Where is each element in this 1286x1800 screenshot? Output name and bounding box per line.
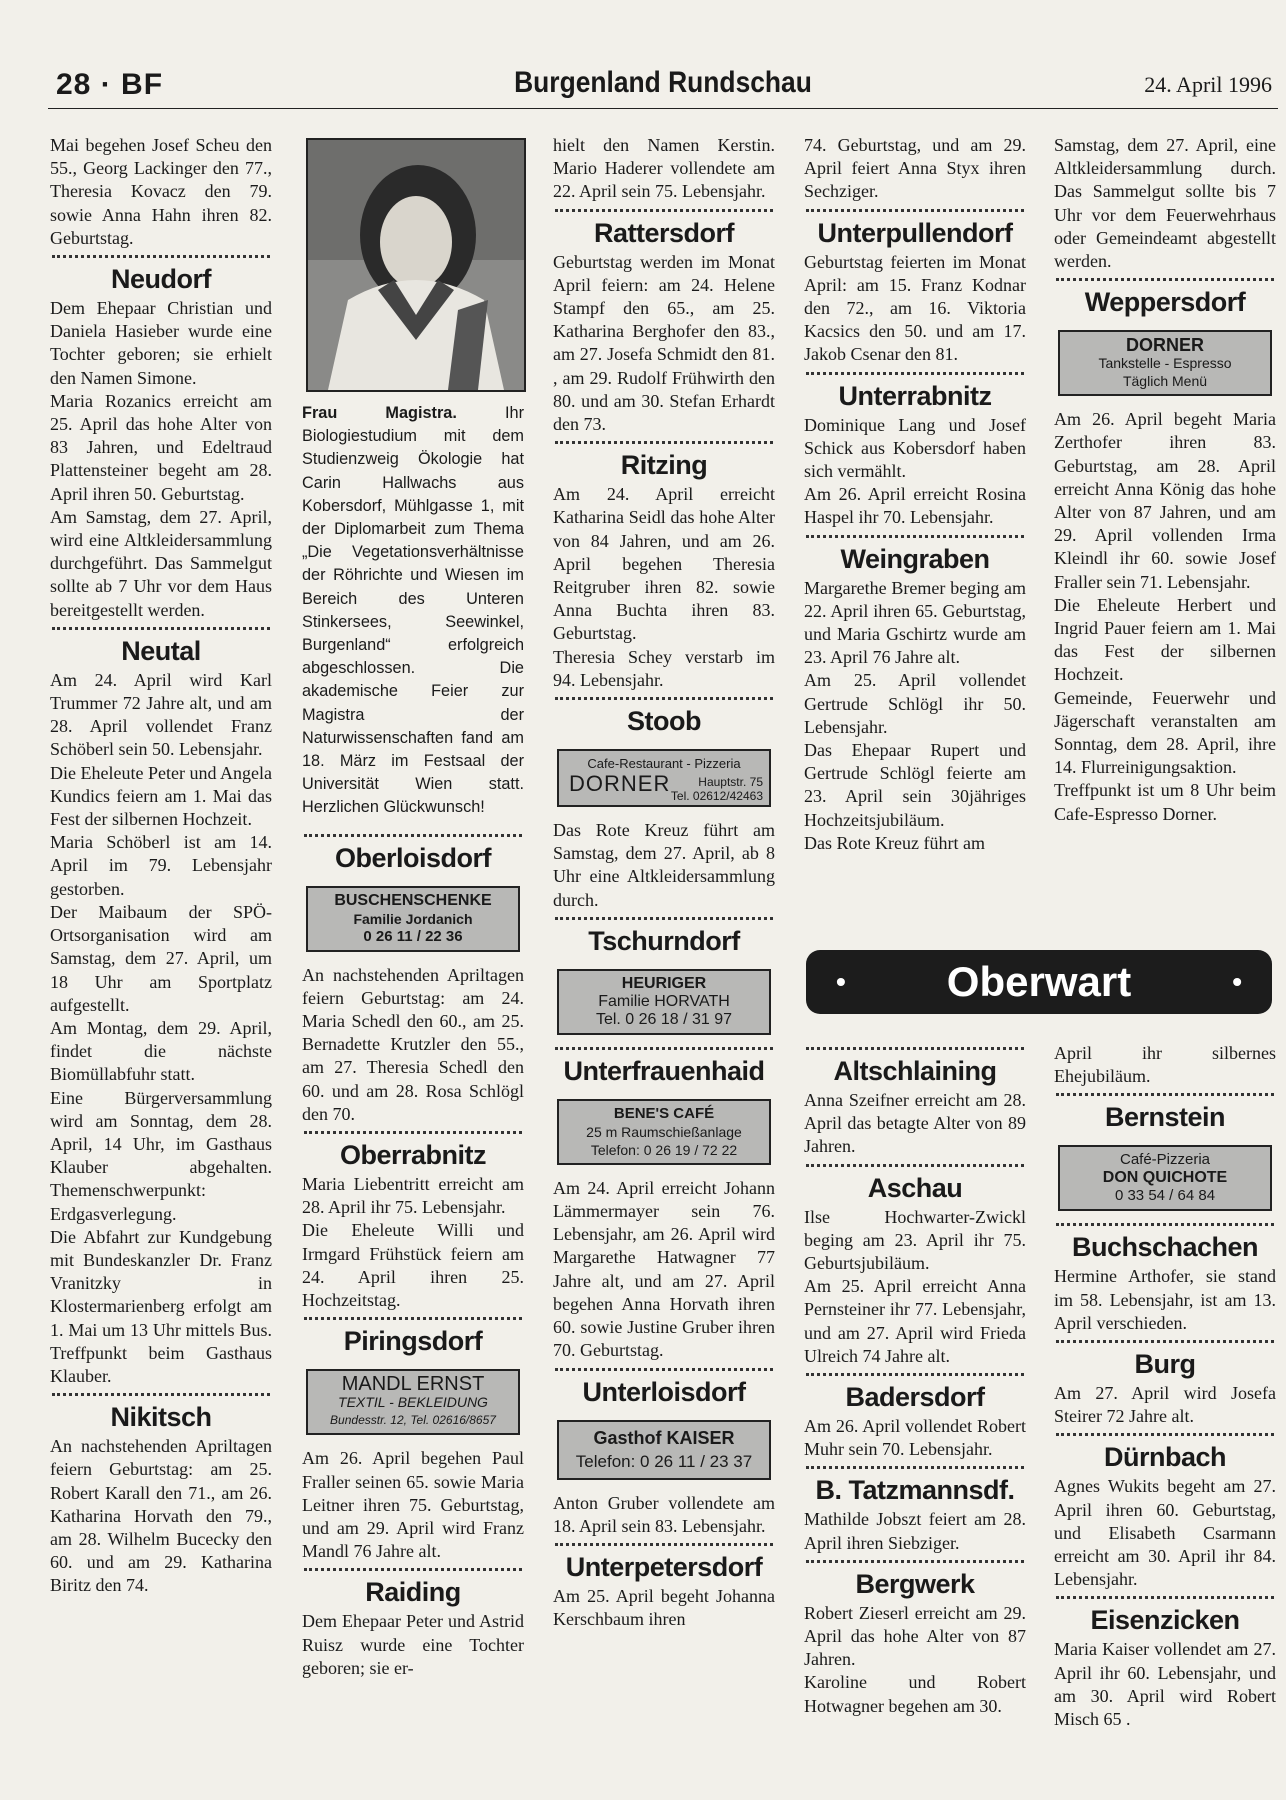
section-heading-unterfrauenhaid: Unterfrauenhaid [563, 1055, 765, 1086]
section-heading-ritzing: Ritzing [620, 450, 708, 481]
dotted-separator [304, 834, 522, 837]
dotted-separator [806, 1047, 1024, 1050]
article-text: Maria Liebentritt erreicht am 28. April ihr 75. Lebensjahr. [302, 1174, 524, 1218]
article-text: Am 24. April erreicht Katharina Seidl das hohe Alter von 84 Jahren, und am 26. April begehen Theresia Reitgruber ihren 82. sowie Anna Buchta ihren 83. Geburtstag. [553, 484, 775, 644]
bullet-icon: • [836, 966, 846, 997]
section-heading-nikitsch: Nikitsch [110, 1402, 212, 1433]
banner-title: Oberwart [946, 958, 1132, 1005]
caption-title: Frau Magistra. [302, 404, 457, 422]
section-heading-bernstein: Bernstein [1104, 1102, 1226, 1133]
article-text: Theresia Schey verstarb im 94. Lebensjahr. [553, 646, 775, 690]
section-heading-neudorf: Neudorf [111, 264, 211, 295]
section-heading-weppersdorf: Weppersdorf [1084, 287, 1246, 318]
dotted-separator [52, 627, 270, 630]
bullet-icon: • [1232, 966, 1242, 997]
article-text: Anna Szeifner erreicht am 28. April das betagte Alter von 89 Jahren. [804, 1090, 1026, 1157]
ad-line: Telefon: 0 26 11 / 23 37 [575, 1451, 753, 1471]
column-1 [50, 134, 272, 1598]
section-heading-unterloisdorf: Unterloisdorf [582, 1376, 746, 1407]
advertisement-mandl-ernst [306, 1369, 520, 1435]
ad-line: Café-Pizzeria [1119, 1151, 1211, 1169]
column-5-oberwart [1054, 1042, 1276, 1731]
article-text: Geburtstag werden im Monat April feiern: am 24. Helene Stampf den 65., am 25. Katharina Berghofer den 83., am 27. Josefa Schmidt den 81. , am 29. Rudolf Frühwirth den 80. und am 30. Stefan Erhardt den 73. [553, 251, 775, 435]
section-heading-tatzmannsdorf: B. Tatzmannsdf. [815, 1475, 1015, 1506]
page-header [48, 64, 1278, 109]
article-text: Am 25. April erreicht Anna Pernsteiner ihr 77. Lebensjahr, und am 27. April wird Frieda Ulreich 74 Jahre alt. [804, 1276, 1026, 1366]
portrait-image [308, 140, 524, 390]
dotted-separator [1056, 1340, 1274, 1343]
dotted-separator [1056, 1433, 1274, 1436]
article-text: Maria Schöberl ist am 14. April im 79. Lebensjahr gestorben. [50, 832, 272, 899]
section-heading-duernbach: Dürnbach [1103, 1442, 1226, 1473]
dotted-separator [1056, 1093, 1274, 1096]
ad-line: Cafe-Restaurant - Pizzeria [587, 756, 741, 772]
article-text: hielt den Namen Kerstin. Mario Haderer vollendete am 22. April sein 75. Lebensjahr. [553, 135, 775, 202]
article-text: Hermine Arthofer, sie stand im 58. Lebensjahr, ist am 13. April verschieden. [1054, 1266, 1276, 1333]
section-heading-neutal: Neutal [121, 635, 201, 666]
article-text: Die Eheleute Peter und Angela Kundics feiern am 1. Mai das Fest der silbernen Hochzeit. [50, 762, 272, 830]
dotted-separator [304, 1131, 522, 1134]
advertisement-heuriger-horvath [557, 969, 771, 1035]
ad-line: Tel. 0 26 18 / 31 97 [595, 1010, 733, 1028]
article-text: Agnes Wukits begeht am 27. April ihren 60. Geburtstag, und Elisabeth Csarmann erreicht am 30. April ihr 84. Lebensjahr. [1054, 1476, 1276, 1590]
newspaper-title: Burgenland Rundschau [514, 66, 812, 99]
section-heading-altschlaining: Altschlaining [833, 1056, 997, 1086]
section-heading-unterpullendorf: Unterpullendorf [817, 217, 1013, 248]
advertisement-don-quichote [1058, 1145, 1272, 1211]
article-text: Robert Zieserl erreicht am 29. April das hohe Alter von 87 Jahren. [804, 1602, 1026, 1670]
article-text: Anton Gruber vollendete am 18. April sein 83. Lebensjahr. [553, 1492, 775, 1536]
ad-line: Familie HORVATH [598, 992, 730, 1010]
dotted-separator [555, 1368, 773, 1371]
ad-line: 0 26 11 / 22 36 [363, 927, 463, 945]
article-text: Das Rote Kreuz führt am [804, 832, 985, 853]
ad-logo-text: DORNER [569, 771, 671, 797]
section-heading-rattersdorf: Rattersdorf [593, 217, 735, 248]
ad-line: DON QUICHOTE [1102, 1169, 1228, 1187]
dotted-separator [555, 209, 773, 212]
dotted-separator [806, 1373, 1024, 1376]
ad-line: Tankstelle - Espresso [1098, 355, 1232, 372]
article-text: Am 25. April vollendet Gertrude Schlögl ihr 50. Lebensjahr. [804, 670, 1026, 737]
issue-date: 24. April 1996 [1144, 72, 1272, 97]
advertisement-dorner-tankstelle [1058, 330, 1272, 396]
article-text: Am 26. April vollendet Robert Muhr sein 70. Lebensjahr. [804, 1416, 1026, 1460]
ad-line: BUSCHENSCHENKE [334, 891, 492, 909]
column-4 [804, 134, 1026, 855]
article-text: Am 26. April erreicht Rosina Haspel ihr 70. Lebensjahr. [804, 484, 1026, 528]
article-text: Am 26. April begehen Paul Fraller seinen 65. sowie Maria Leitner ihren 75. Geburtstag, und am 29. April wird Franz Mandl 76 Jahre alt. [302, 1448, 524, 1562]
dotted-separator [1056, 278, 1274, 281]
article-text: Das Rote Kreuz führt am Samstag, dem 27. April, ab 8 Uhr eine Altkleidersammlung durch. [553, 820, 775, 910]
article-text: Mathilde Jobszt feiert am 28. April ihren Siebziger. [804, 1509, 1026, 1553]
section-heading-tschurndorf: Tschurndorf [588, 925, 740, 956]
advertisement-dorner-pizzeria [557, 749, 771, 807]
article-text: Die Eheleute Herbert und Ingrid Pauer feiern am 1. Mai das Fest der silbernen Hochzeit. [1054, 594, 1276, 685]
ad-line: MANDL ERNST [341, 1373, 485, 1396]
advertisement-buschenschenke [306, 886, 520, 952]
article-text: Die Abfahrt zur Kundgebung mit Bundeskanzler Dr. Franz Vranitzky in Klostermarienberg erfolgt am 1. Mai um 13 Uhr mittels Bus. Treffpunkt beim Gasthaus Klauber. [50, 1226, 272, 1386]
section-heading-piringsdorf: Piringsdorf [343, 1326, 483, 1357]
advertisement-gasthof-kaiser [557, 1420, 771, 1480]
article-text: Ilse Hochwarter-Zwickl beging am 23. April ihr 75. Geburtsjubiläum. [804, 1206, 1026, 1274]
article-text: Maria Kaiser vollendet am 27. April ihr 60. Lebensjahr, und am 30. April wird Robert Misch 65 . [1054, 1639, 1276, 1730]
article-text: Das Ehepaar Rupert und Gertrude Schlögl feierte am 23. April sein 30jähriges Hochzeitsjubiläum. [804, 740, 1026, 830]
dotted-separator [555, 441, 773, 444]
article-text: An nachstehenden Apriltagen feiern Geburtstag: am 24. Maria Schedl den 60., am 25. Bernadette Krutzler den 55., am 27. Theresia Schedl den 60. und am 28. Rosa Schlögl den 70. [302, 964, 524, 1124]
dotted-separator [806, 1466, 1024, 1469]
photo-caption [302, 402, 524, 820]
article-text: Am 25. April begeht Johanna Kerschbaum ihren [553, 1585, 775, 1630]
article-text: Die Eheleute Willi und Irmgard Frühstück feiern am 24. April ihren 25. Hochzeitstag. [302, 1220, 524, 1311]
dotted-separator [806, 1164, 1024, 1167]
column-3 [553, 134, 775, 1631]
section-heading-eisenzicken: Eisenzicken [1090, 1605, 1240, 1636]
dotted-separator [806, 535, 1024, 538]
dotted-separator [555, 1543, 773, 1546]
dotted-separator [52, 1393, 270, 1396]
ad-line: HEURIGER [621, 974, 707, 992]
ad-line: Hauptstr. 75 [698, 775, 763, 790]
article-text: April ihr silbernes Ehejubiläum. [1054, 1043, 1276, 1087]
dotted-separator [304, 1568, 522, 1571]
section-heading-badersdorf: Badersdorf [845, 1382, 985, 1413]
section-heading-oberrabnitz: Oberrabnitz [339, 1140, 487, 1171]
portrait-photo [306, 138, 526, 392]
article-text: Eine Bürgerversammlung wird am Sonntag, dem 28. April, 14 Uhr, im Gasthaus Klauber abgehalten. Themenschwerpunkt: Erdgasverlegung. [50, 1087, 272, 1224]
ad-line: Familie Jordanich [353, 910, 473, 927]
section-heading-aschau: Aschau [867, 1172, 963, 1203]
article-text: Am 24. April wird Karl Trummer 72 Jahre alt, und am 28. April vollendet Franz Schöberl sein 50. Lebensjahr. [50, 669, 272, 760]
section-heading-bergwerk: Bergwerk [855, 1568, 975, 1599]
page-number: 28 · BF [56, 68, 164, 101]
article-text: Geburtstag feierten im Monat April: am 15. Franz Kodnar den 72., am 16. Viktoria Kacsics den 50. und am 17. Jakob Csenar den 81. [804, 251, 1026, 365]
article-text: Dominique Lang und Josef Schick aus Kobersdorf haben sich vermählt. [804, 414, 1026, 482]
article-text: Gemeinde, Feuerwehr und Jägerschaft veranstalten am Sonntag, dem 28. April, ihre 14. Flurreinigungsaktion. [1054, 687, 1276, 778]
article-text: Der Maibaum der SPÖ-Ortsorganisation wird am Samstag, dem 27. April, um 18 Uhr am Sportplatz aufgestellt. [50, 901, 272, 1015]
article-text: Maria Rozanics erreicht am 25. April das hohe Alter von 83 Jahren, und Edeltraud Plattensteiner begeht am 28. April ihren 50. Geburtstag. [50, 390, 272, 504]
dotted-separator [555, 917, 773, 920]
ad-line: BENE'S CAFÉ [613, 1104, 715, 1122]
section-heading-buchschachen: Buchschachen [1071, 1232, 1259, 1263]
article-text: Mai begehen Josef Scheu den 55., Georg Lackinger den 77., Theresia Kovacz den 79. sowie Anna Hahn ihren 82. Geburtstag. [50, 135, 272, 248]
section-heading-burg: Burg [1134, 1349, 1196, 1380]
article-text: Dem Ehepaar Peter und Astrid Ruisz wurde eine Tochter geboren; sie er- [302, 1611, 524, 1678]
dotted-separator [806, 1560, 1024, 1563]
section-banner-oberwart [806, 950, 1272, 1014]
column-2 [302, 134, 524, 1680]
column-4-oberwart [804, 1042, 1026, 1718]
article-text: 74. Geburtstag, und am 29. April feiert Anna Styx ihren Sechziger. [804, 135, 1026, 202]
section-heading-oberloisdorf: Oberloisdorf [334, 842, 491, 873]
ad-line: Tel. 02612/42463 [670, 789, 763, 804]
dotted-separator [1056, 1223, 1274, 1226]
article-text: Treffpunkt ist um 8 Uhr beim Cafe-Espresso Dorner. [1054, 780, 1276, 824]
ad-line: Bundesstr. 12, Tel. 02616/8657 [330, 1413, 496, 1428]
ad-line: Telefon: 0 26 19 / 72 22 [590, 1141, 738, 1158]
dotted-separator [304, 1317, 522, 1320]
ad-line: Gasthof KAISER [593, 1427, 735, 1448]
ad-line: 25 m Raumschießanlage [586, 1123, 742, 1140]
ad-line: DORNER [1125, 335, 1204, 356]
section-heading-unterrabnitz: Unterrabnitz [838, 380, 992, 411]
column-5 [1054, 134, 1276, 826]
dotted-separator [806, 209, 1024, 212]
section-heading-stoob: Stoob [627, 706, 701, 737]
article-text: Margarethe Bremer beging am 22. April ihren 65. Geburtstag, und Maria Gschirtz wurde am 23. April 76 Jahre alt. [804, 577, 1026, 668]
article-text: Samstag, dem 27. April, eine Altkleidersammlung durch. Das Sammelgut sollte bis 7 Uhr vor dem Feuerwehrhaus oder Gemeindeamt abgestellt werden. [1054, 135, 1276, 272]
dotted-separator [806, 372, 1024, 375]
section-heading-raiding: Raiding [365, 1577, 461, 1608]
ad-line: TEXTIL - BEKLEIDUNG [338, 1394, 488, 1411]
article-text: An nachstehenden Apriltagen feiern Geburtstag: am 25. Robert Karall den 71., am 26. Katharina Horvath den 79., am 28. Wilhelm Bucecky den 60. und am 29. Katharina Biritz den 74. [50, 1436, 272, 1596]
article-text: Am Samstag, dem 27. April, wird eine Altkleidersammlung durchgeführt. Das Sammelgut sollte ab 7 Uhr vor dem Haus bereitgestellt werden. [50, 506, 272, 620]
advertisement-benes-cafe [557, 1099, 771, 1165]
ad-line: Täglich Menü [1122, 373, 1208, 390]
article-text: Am 26. April begeht Maria Zerthofer ihren 83. Geburtstag, am 28. April erreicht Anna König das hohe Alter von 87 Jahren, und am 29. April vollenden Irma Kleindl ihr 60. sowie Josef Fraller sein 71. Lebensjahr. [1054, 409, 1276, 592]
dotted-separator [555, 1047, 773, 1050]
dotted-separator [52, 255, 270, 258]
caption-text: Ihr Biologiestudium mit dem Studienzweig Ökologie hat Carin Hallwachs aus Kobersdorf, Mühlgasse 1, mit der Diplomarbeit zum Thema „Die Vegetationsverhältnisse der Röhrichte und Wiesen im Bereich des Unteren Stinkersees, Seewinkel, Burgenland“ erfolgreich abgeschlossen. Die akademische Feier zur Magistra der Naturwissenschaften fand am 18. März im Festsaal der Universität Wien statt. Herzlichen Glückwunsch! [302, 404, 524, 817]
section-heading-weingraben: Weingraben [840, 543, 990, 574]
article-text: Am 27. April wird Josefa Steirer 72 Jahre alt. [1054, 1383, 1276, 1427]
article-text: Dem Ehepaar Christian und Daniela Hasieber wurde eine Tochter geboren; sie erhielt den Namen Simone. [50, 298, 272, 388]
article-text: Am Montag, dem 29. April, findet die nächste Biomüllabfuhr statt. [50, 1017, 272, 1085]
ad-line: 0 33 54 / 64 84 [1114, 1187, 1216, 1205]
dotted-separator [555, 697, 773, 700]
article-text: Karoline und Robert Hotwagner begehen am 30. [804, 1672, 1026, 1716]
dotted-separator [1056, 1596, 1274, 1599]
section-heading-unterpetersdorf: Unterpetersdorf [565, 1551, 763, 1582]
article-text: Am 24. April erreicht Johann Lämmermayer sein 76. Lebensjahr, am 26. April wird Margarethe Hatwagner 77 Jahre alt, und am 27. April begehen Anna Horvath ihren 60. sowie Justine Gruber ihren 70. Geburtstag. [553, 1177, 775, 1361]
